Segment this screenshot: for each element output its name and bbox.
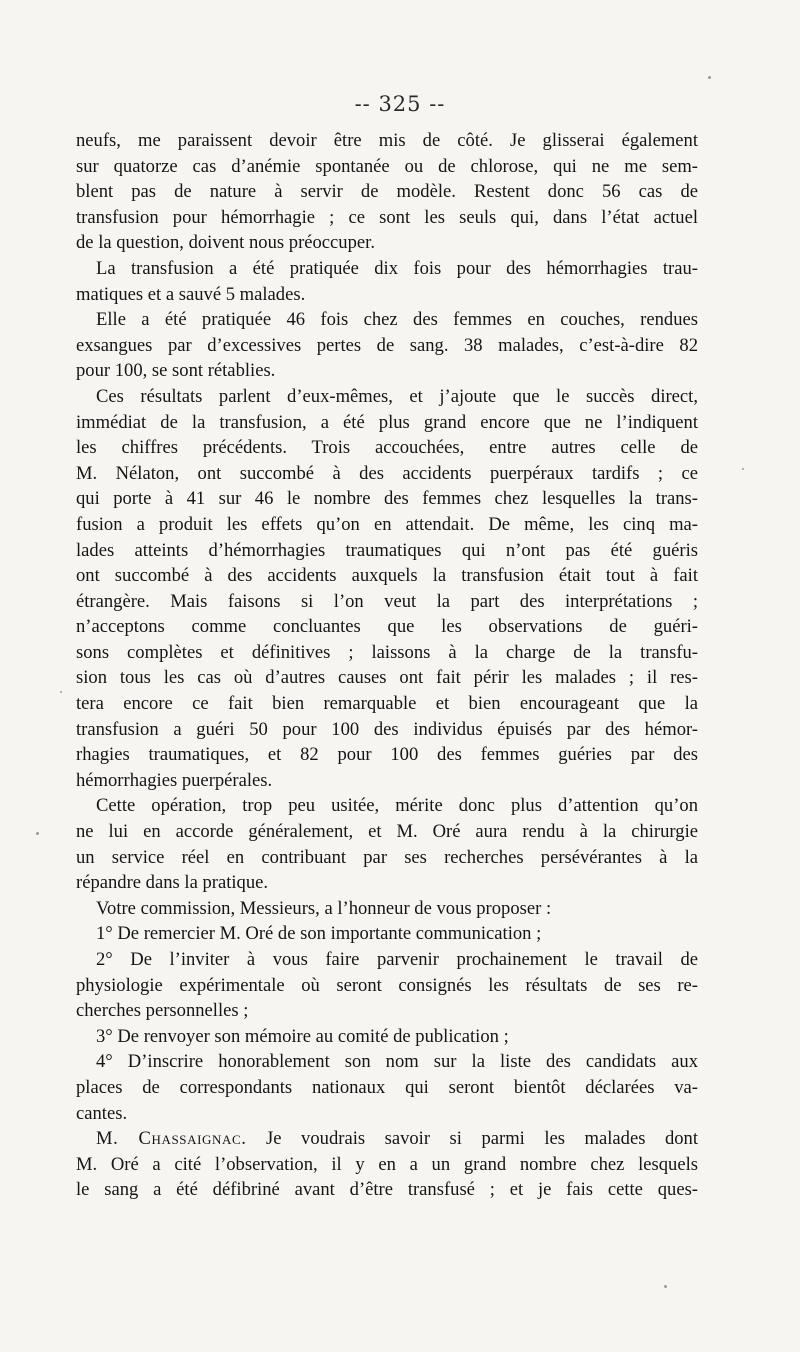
- text-line: Votre commission, Messieurs, a l’honneur de vous proposer :: [96, 897, 552, 919]
- text-line: cantes.: [76, 1102, 128, 1124]
- dust-speck: [708, 76, 711, 79]
- text-line: Elle a été pratiquée 46 fois chez des femmes en couches, rendues: [96, 309, 698, 331]
- text-line: sur quatorze cas d’anémie spontanée ou de chlorose, qui ne me sem-: [76, 155, 698, 177]
- text-line: fusion a produit les effets qu’on en attendait. De même, les cinq ma-: [76, 513, 698, 535]
- speaker-name: M. Chassaignac.: [96, 1128, 247, 1150]
- text-line: tera encore ce fait bien remarquable et bien encourageant que la: [76, 693, 698, 715]
- text-line: transfusion pour hémorrhagie ; ce sont les seuls qui, dans l’état actuel: [76, 206, 698, 228]
- text-line: blent pas de nature à servir de modèle. Restent donc 56 cas de: [76, 181, 698, 203]
- text-line: étrangère. Mais faisons si l’on veut la part des interprétations ;: [76, 590, 698, 612]
- text-line: Cette opération, trop peu usitée, mérite donc plus d’attention qu’on: [96, 795, 698, 817]
- text-line: 3° De renvoyer son mémoire au comité de publication ;: [96, 1025, 509, 1047]
- body-text: [76, 128, 698, 1203]
- text-line: places de correspondants nationaux qui seront bientôt déclarées va-: [76, 1076, 698, 1098]
- text-line: exsangues par d’excessives pertes de sang. 38 malades, c’est-à-dire 82: [76, 334, 698, 356]
- text-line: La transfusion a été pratiquée dix fois pour des hémorrhagies trau-: [96, 257, 698, 279]
- text-line: sons complètes et définitives ; laissons à la charge de la transfu-: [76, 641, 698, 663]
- text-line: Ces résultats parlent d’eux-mêmes, et j’ajoute que le succès direct,: [96, 385, 698, 407]
- speaker-text: Je voudrais savoir si parmi les malades dont: [246, 1128, 698, 1150]
- text-line: les chiffres précédents. Trois accouchées, entre autres celle de: [76, 437, 698, 459]
- dust-speck: [36, 832, 39, 835]
- text-line: hémorrhagies puerpérales.: [76, 769, 273, 791]
- text-line: répandre dans la pratique.: [76, 872, 269, 894]
- dust-speck: [664, 1285, 667, 1288]
- page-number: -- 325 --: [354, 92, 446, 116]
- text-line: 4° D’inscrire honorablement son nom sur la liste des candidats aux: [96, 1051, 698, 1073]
- text-line: transfusion a guéri 50 pour 100 des individus épuisés par des hémor-: [76, 718, 698, 740]
- text-line: de la question, doivent nous préoccuper.: [76, 232, 375, 254]
- text-line: lades atteints d’hémorrhagies traumatiques qui n’ont pas été guéris: [76, 539, 698, 561]
- text-line: matiques et a sauvé 5 malades.: [76, 283, 306, 305]
- text-line: ne lui en accorde généralement, et M. Oré aura rendu à la chirurgie: [76, 821, 698, 843]
- text-line: n’acceptons comme concluantes que les observations de guéri-: [76, 616, 698, 638]
- text-line: M. Oré a cité l’observation, il y en a un grand nombre chez lesquels: [76, 1153, 698, 1175]
- text-line: le sang a été défibriné avant d’être transfusé ; et je fais cette ques-: [76, 1179, 698, 1201]
- text-line: cherches personnelles ;: [76, 1000, 249, 1022]
- text-line: [76, 1126, 698, 1152]
- text-line: immédiat de la transfusion, a été plus grand encore que ne l’indiquent: [76, 411, 698, 433]
- text-line: un service réel en contribuant par ses recherches persévérantes à la: [76, 846, 698, 868]
- text-line: rhagies traumatiques, et 82 pour 100 des femmes guéries par des: [76, 744, 698, 766]
- text-line: physiologie expérimentale où seront consignés les résultats de ses re-: [76, 974, 698, 996]
- text-line: sion tous les cas où d’autres causes ont fait périr les malades ; il res-: [76, 667, 698, 689]
- text-line: neufs, me paraissent devoir être mis de côté. Je glisserai également: [76, 130, 698, 151]
- text-line: pour 100, se sont rétablies.: [76, 360, 276, 382]
- text-line: qui porte à 41 sur 46 le nombre des femmes chez lesquelles la trans-: [76, 488, 698, 510]
- text-line: M. Nélaton, ont succombé à des accidents puerpéraux tardifs ; ce: [76, 462, 698, 484]
- text-line: 1° De remercier M. Oré de son importante communication ;: [96, 923, 542, 945]
- dust-speck: [60, 691, 62, 693]
- text-line: 2° De l’inviter à vous faire parvenir prochainement le travail de: [96, 949, 698, 970]
- dust-speck: [742, 468, 744, 470]
- text-line: ont succombé à des accidents auxquels la transfusion était tout à fait: [76, 565, 698, 587]
